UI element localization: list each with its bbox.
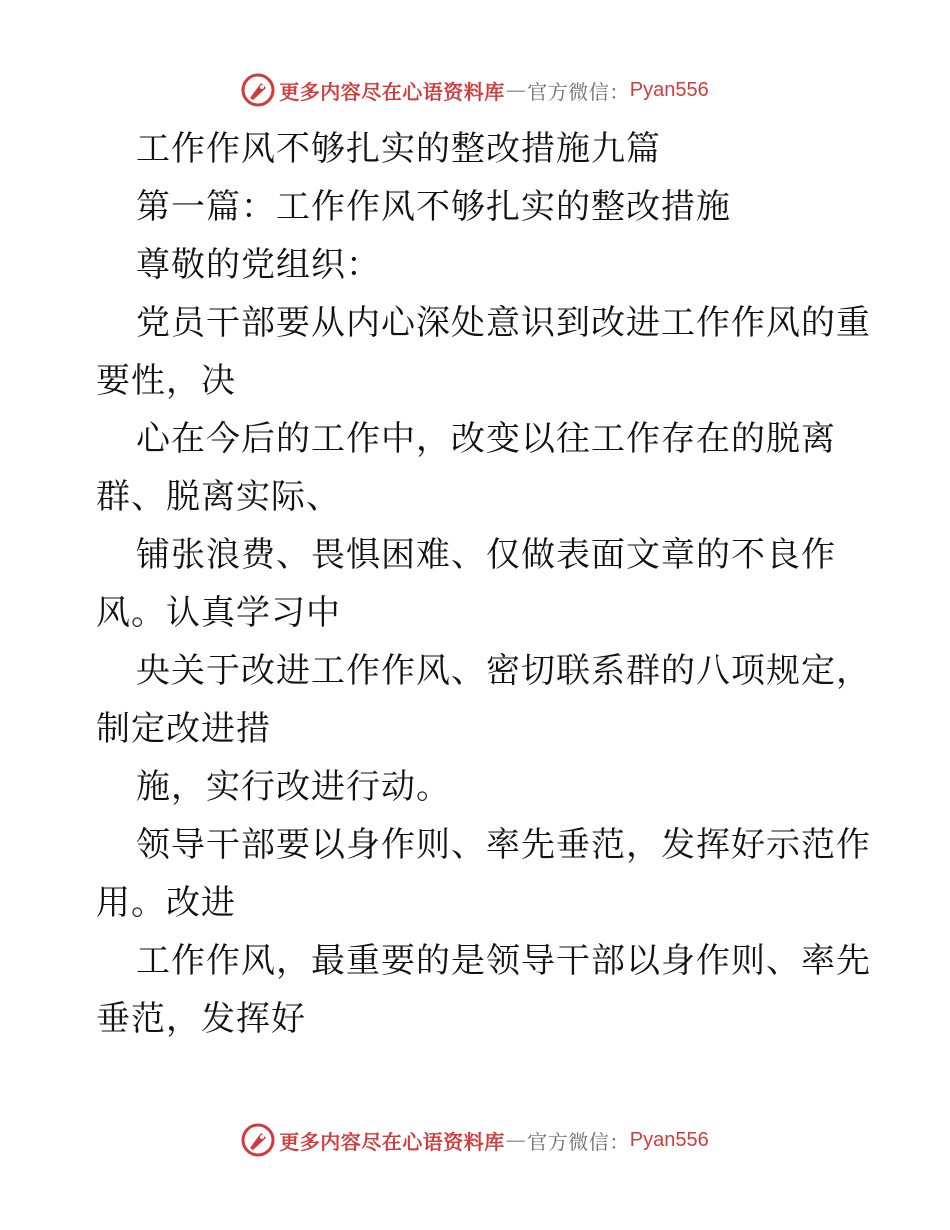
banner-wechat-id: Pyan556 [629, 78, 709, 101]
paragraph-line: 党员干部要从内心深处意识到改进工作作风的重 [136, 303, 871, 343]
document-body [96, 120, 871, 1048]
salutation: 尊敬的党组织： [136, 245, 381, 285]
banner-wechat-label: 官方微信： [527, 79, 630, 104]
paragraph-line: 施，实行改进行动。 [136, 767, 451, 807]
paragraph-line: 工作作风，最重要的是领导干部以身作则、率先 [136, 941, 871, 981]
paragraph-line: 用。改进 [96, 883, 236, 923]
section-heading: 第一篇：工作作风不够扎实的整改措施 [136, 187, 731, 227]
paragraph-line: 风。认真学习中 [96, 593, 341, 633]
header-banner [0, 70, 950, 110]
document-title: 工作作风不够扎实的整改措施九篇 [136, 129, 661, 169]
banner-title: 更多内容尽在心语资料库 [279, 79, 505, 104]
banner-dash: — [505, 78, 527, 102]
paragraph-line: 央关于改进工作作风、密切联系群的八项规定， [136, 651, 871, 691]
banner-dash: — [505, 1128, 527, 1152]
paragraph-line: 领导干部要以身作则、率先垂范，发挥好示范作 [136, 825, 871, 865]
banner-title: 更多内容尽在心语资料库 [279, 1129, 505, 1154]
paragraph-line: 心在今后的工作中，改变以往工作存在的脱离 [136, 419, 836, 459]
paragraph-line: 要性，决 [96, 361, 236, 401]
pen-nib-logo-icon [241, 73, 275, 107]
paragraph-line: 群、脱离实际、 [96, 477, 341, 517]
pen-nib-logo-icon [241, 1123, 275, 1157]
banner-wechat-id: Pyan556 [629, 1128, 709, 1151]
paragraph-line: 制定改进措 [96, 709, 271, 749]
paragraph-line: 垂范，发挥好 [96, 999, 306, 1039]
footer-banner [0, 1120, 950, 1160]
paragraph-line: 铺张浪费、畏惧困难、仅做表面文章的不良作 [136, 535, 836, 575]
banner-wechat-label: 官方微信： [527, 1129, 630, 1154]
